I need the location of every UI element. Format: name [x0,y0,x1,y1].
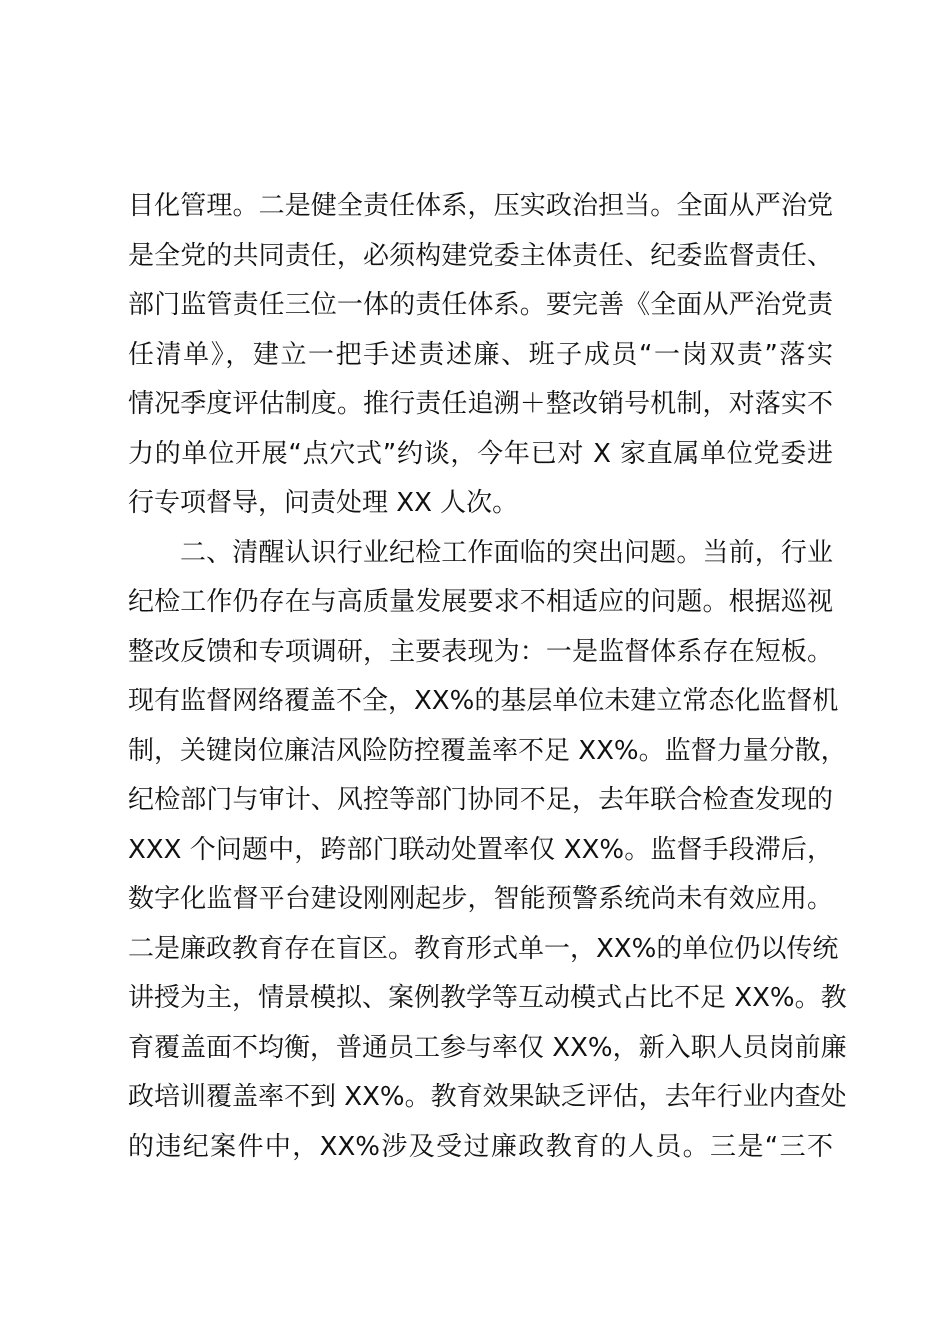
text-line-13: 纪检部门与审计、风控等部门协同不足，去年联合检查发现的 [128,785,833,815]
document-body [128,182,847,1172]
text-line-17: 讲授为主，情景模拟、案例教学等互动模式占比不足 XX%。教 [128,983,847,1013]
text-line-15: 数字化监督平台建设刚刚起步，智能预警系统尚未有效应用。 [128,884,833,914]
text-line-6: 力的单位开展“点穴式”约谈，今年已对 X 家直属单位党委进 [128,438,833,469]
text-line-10: 整改反馈和专项调研，主要表现为：一是监督体系存在短板。 [128,636,833,667]
text-line-5: 情况季度评估制度。推行责任追溯＋整改销号机制，对落实不 [128,389,833,419]
text-line-18: 育覆盖面不均衡，普通员工参与率仅 XX%，新入职人员岗前廉 [128,1032,847,1063]
text-line-9: 纪检工作仍存在与高质量发展要求不相适应的问题。根据巡视 [128,587,833,617]
text-line-12: 制，关键岗位廉洁风险防控覆盖率不足 XX%。监督力量分散， [128,735,847,766]
text-line-4: 任清单》，建立一把手述责述廉、班子成员“一岗双责”落实 [128,339,833,370]
paragraph-heading-line: 二、清醒认识行业纪检工作面临的突出问题。当前，行业 [180,537,833,568]
text-line-1: 目化管理。二是健全责任体系，压实政治担当。全面从严治党 [128,191,833,221]
text-line-16: 二是廉政教育存在盲区。教育形式单一，XX%的单位仍以传统 [128,933,839,964]
text-line-11: 现有监督网络覆盖不全，XX%的基层单位未建立常态化监督机 [128,686,839,716]
text-line-14: XXX 个问题中，跨部门联动处置率仅 XX%。监督手段滞后， [128,834,833,865]
text-line-20: 的违纪案件中，XX%涉及受过廉政教育的人员。三是“三不 [128,1131,833,1162]
text-line-7: 行专项督导，问责处理 XX 人次。 [128,488,519,518]
text-line-2: 是全党的共同责任，必须构建党委主体责任、纪委监督责任、 [128,240,833,271]
text-line-3: 部门监管责任三位一体的责任体系。要完善《全面从严治党责 [128,290,833,320]
text-line-19: 政培训覆盖率不到 XX%。教育效果缺乏评估，去年行业内查处 [128,1082,847,1112]
